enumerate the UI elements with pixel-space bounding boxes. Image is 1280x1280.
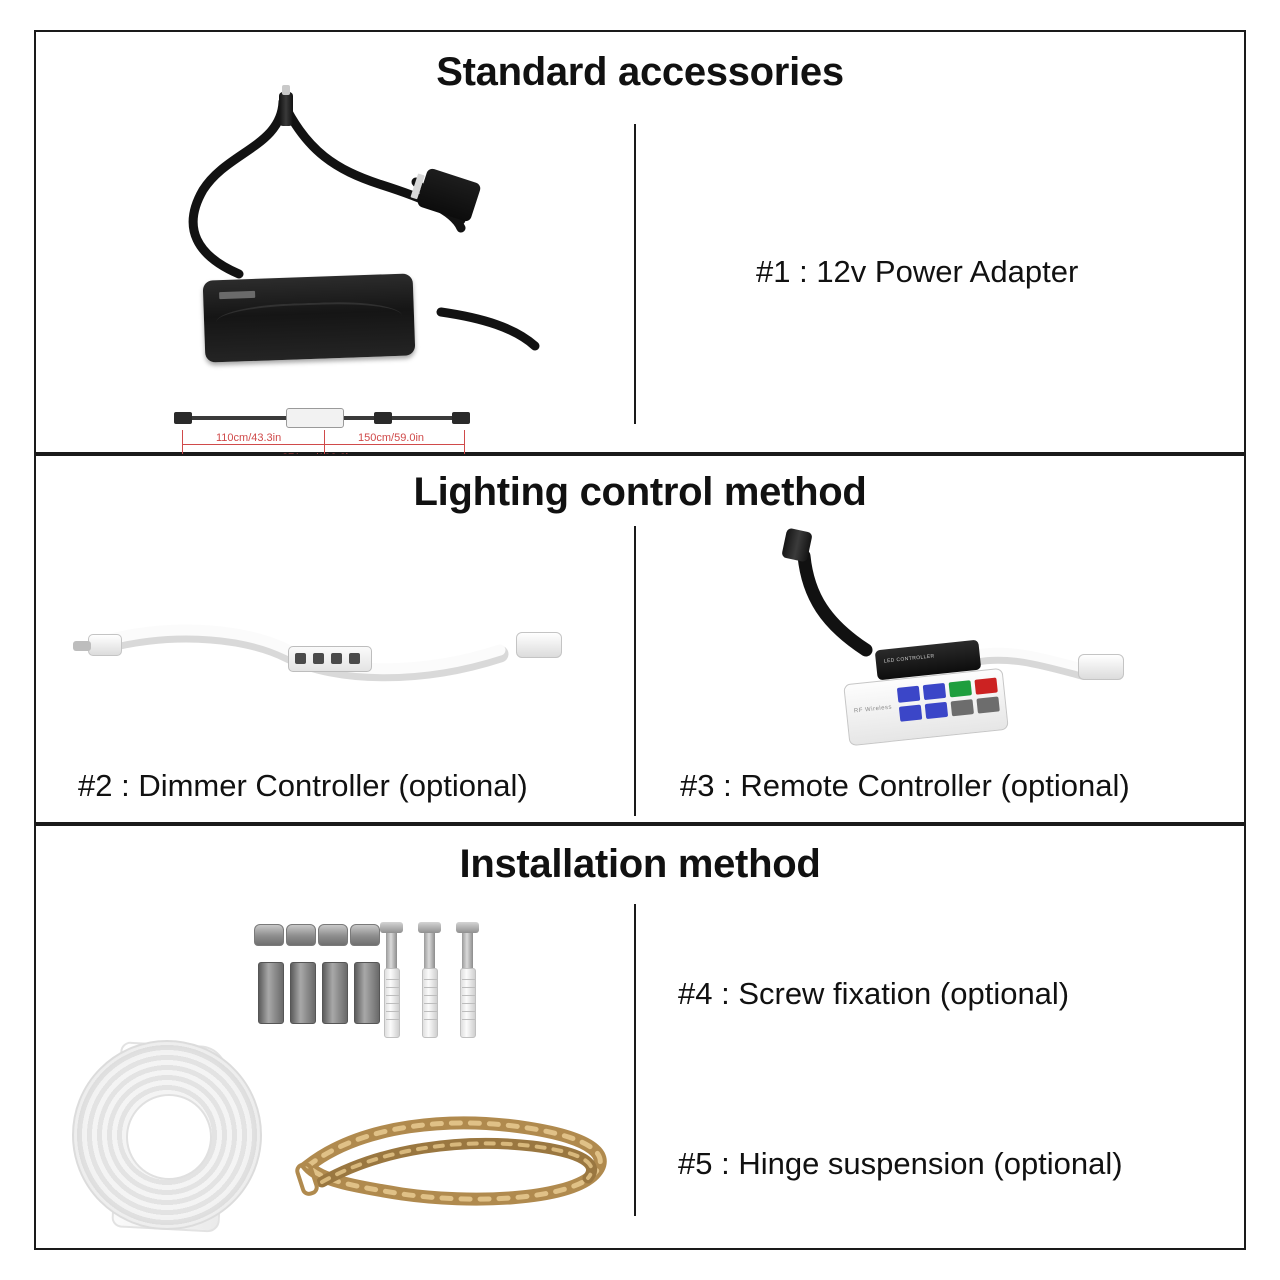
screw-cap	[318, 924, 348, 946]
section-standard-accessories	[34, 30, 1246, 454]
divider-install	[634, 904, 636, 1216]
caption-item-2: #2 : Dimmer Controller (optional)	[78, 768, 528, 803]
remote-button[interactable]	[976, 696, 999, 713]
dimension-label-left: 110cm/43.3in	[216, 432, 282, 444]
dimension-left-connector	[174, 412, 192, 424]
dimmer-male-connector	[88, 634, 122, 656]
dimension-line-left	[182, 444, 324, 445]
dimension-tick	[464, 430, 465, 454]
standoff-sleeve	[258, 962, 284, 1024]
standoff-sleeve	[354, 962, 380, 1024]
caption-item-3: #3 : Remote Controller (optional)	[680, 768, 1130, 803]
caption-item-5: #5 : Hinge suspension (optional)	[678, 1146, 1123, 1181]
section-title-lighting-control: Lighting control method	[413, 470, 867, 514]
section-title-installation: Installation method	[459, 842, 821, 886]
remote-module-label: LED CONTROLLER	[883, 653, 935, 665]
remote-button[interactable]	[899, 705, 922, 722]
dimension-line-right	[324, 444, 464, 445]
remote-brand-label: RF Wireless	[853, 704, 893, 715]
standoff-sleeve	[322, 962, 348, 1024]
wall-anchor	[422, 968, 438, 1038]
divider-standard	[634, 124, 636, 424]
remote-button-grid[interactable]	[897, 677, 1000, 721]
chain-path	[292, 1094, 632, 1214]
screw-cap	[350, 924, 380, 946]
dimension-mid-connector	[374, 412, 392, 424]
dimmer-buttons[interactable]	[295, 653, 360, 664]
wall-anchor	[384, 968, 400, 1038]
tape-roll	[72, 1040, 262, 1230]
remote-button-off[interactable]	[974, 677, 997, 694]
dimension-tick	[324, 430, 325, 454]
standoff-sleeve	[290, 962, 316, 1024]
remote-female-connector	[1078, 654, 1124, 680]
power-supply-brick	[203, 273, 416, 362]
wall-anchor	[460, 968, 476, 1038]
section-title-standard-accessories: Standard accessories	[436, 50, 844, 94]
remote-button[interactable]	[925, 702, 948, 719]
dimension-brick	[286, 408, 344, 428]
remote-button[interactable]	[923, 683, 946, 700]
screw-cap	[286, 924, 316, 946]
dc-barrel-plug	[279, 92, 293, 126]
dimmer-module[interactable]	[288, 646, 372, 672]
caption-item-4: #4 : Screw fixation (optional)	[678, 976, 1070, 1011]
caption-item-1: #1 : 12v Power Adapter	[756, 254, 1079, 289]
screw-cap	[254, 924, 284, 946]
dimension-label-right: 150cm/59.0in	[358, 432, 425, 444]
dimension-tick	[182, 430, 183, 454]
power-supply-label	[219, 291, 255, 299]
remote-button[interactable]	[951, 699, 974, 716]
remote-button-on[interactable]	[949, 680, 972, 697]
divider-control	[634, 526, 636, 816]
dimension-right-connector	[452, 412, 470, 424]
dimmer-female-connector	[516, 632, 562, 658]
remote-button[interactable]	[897, 686, 920, 703]
